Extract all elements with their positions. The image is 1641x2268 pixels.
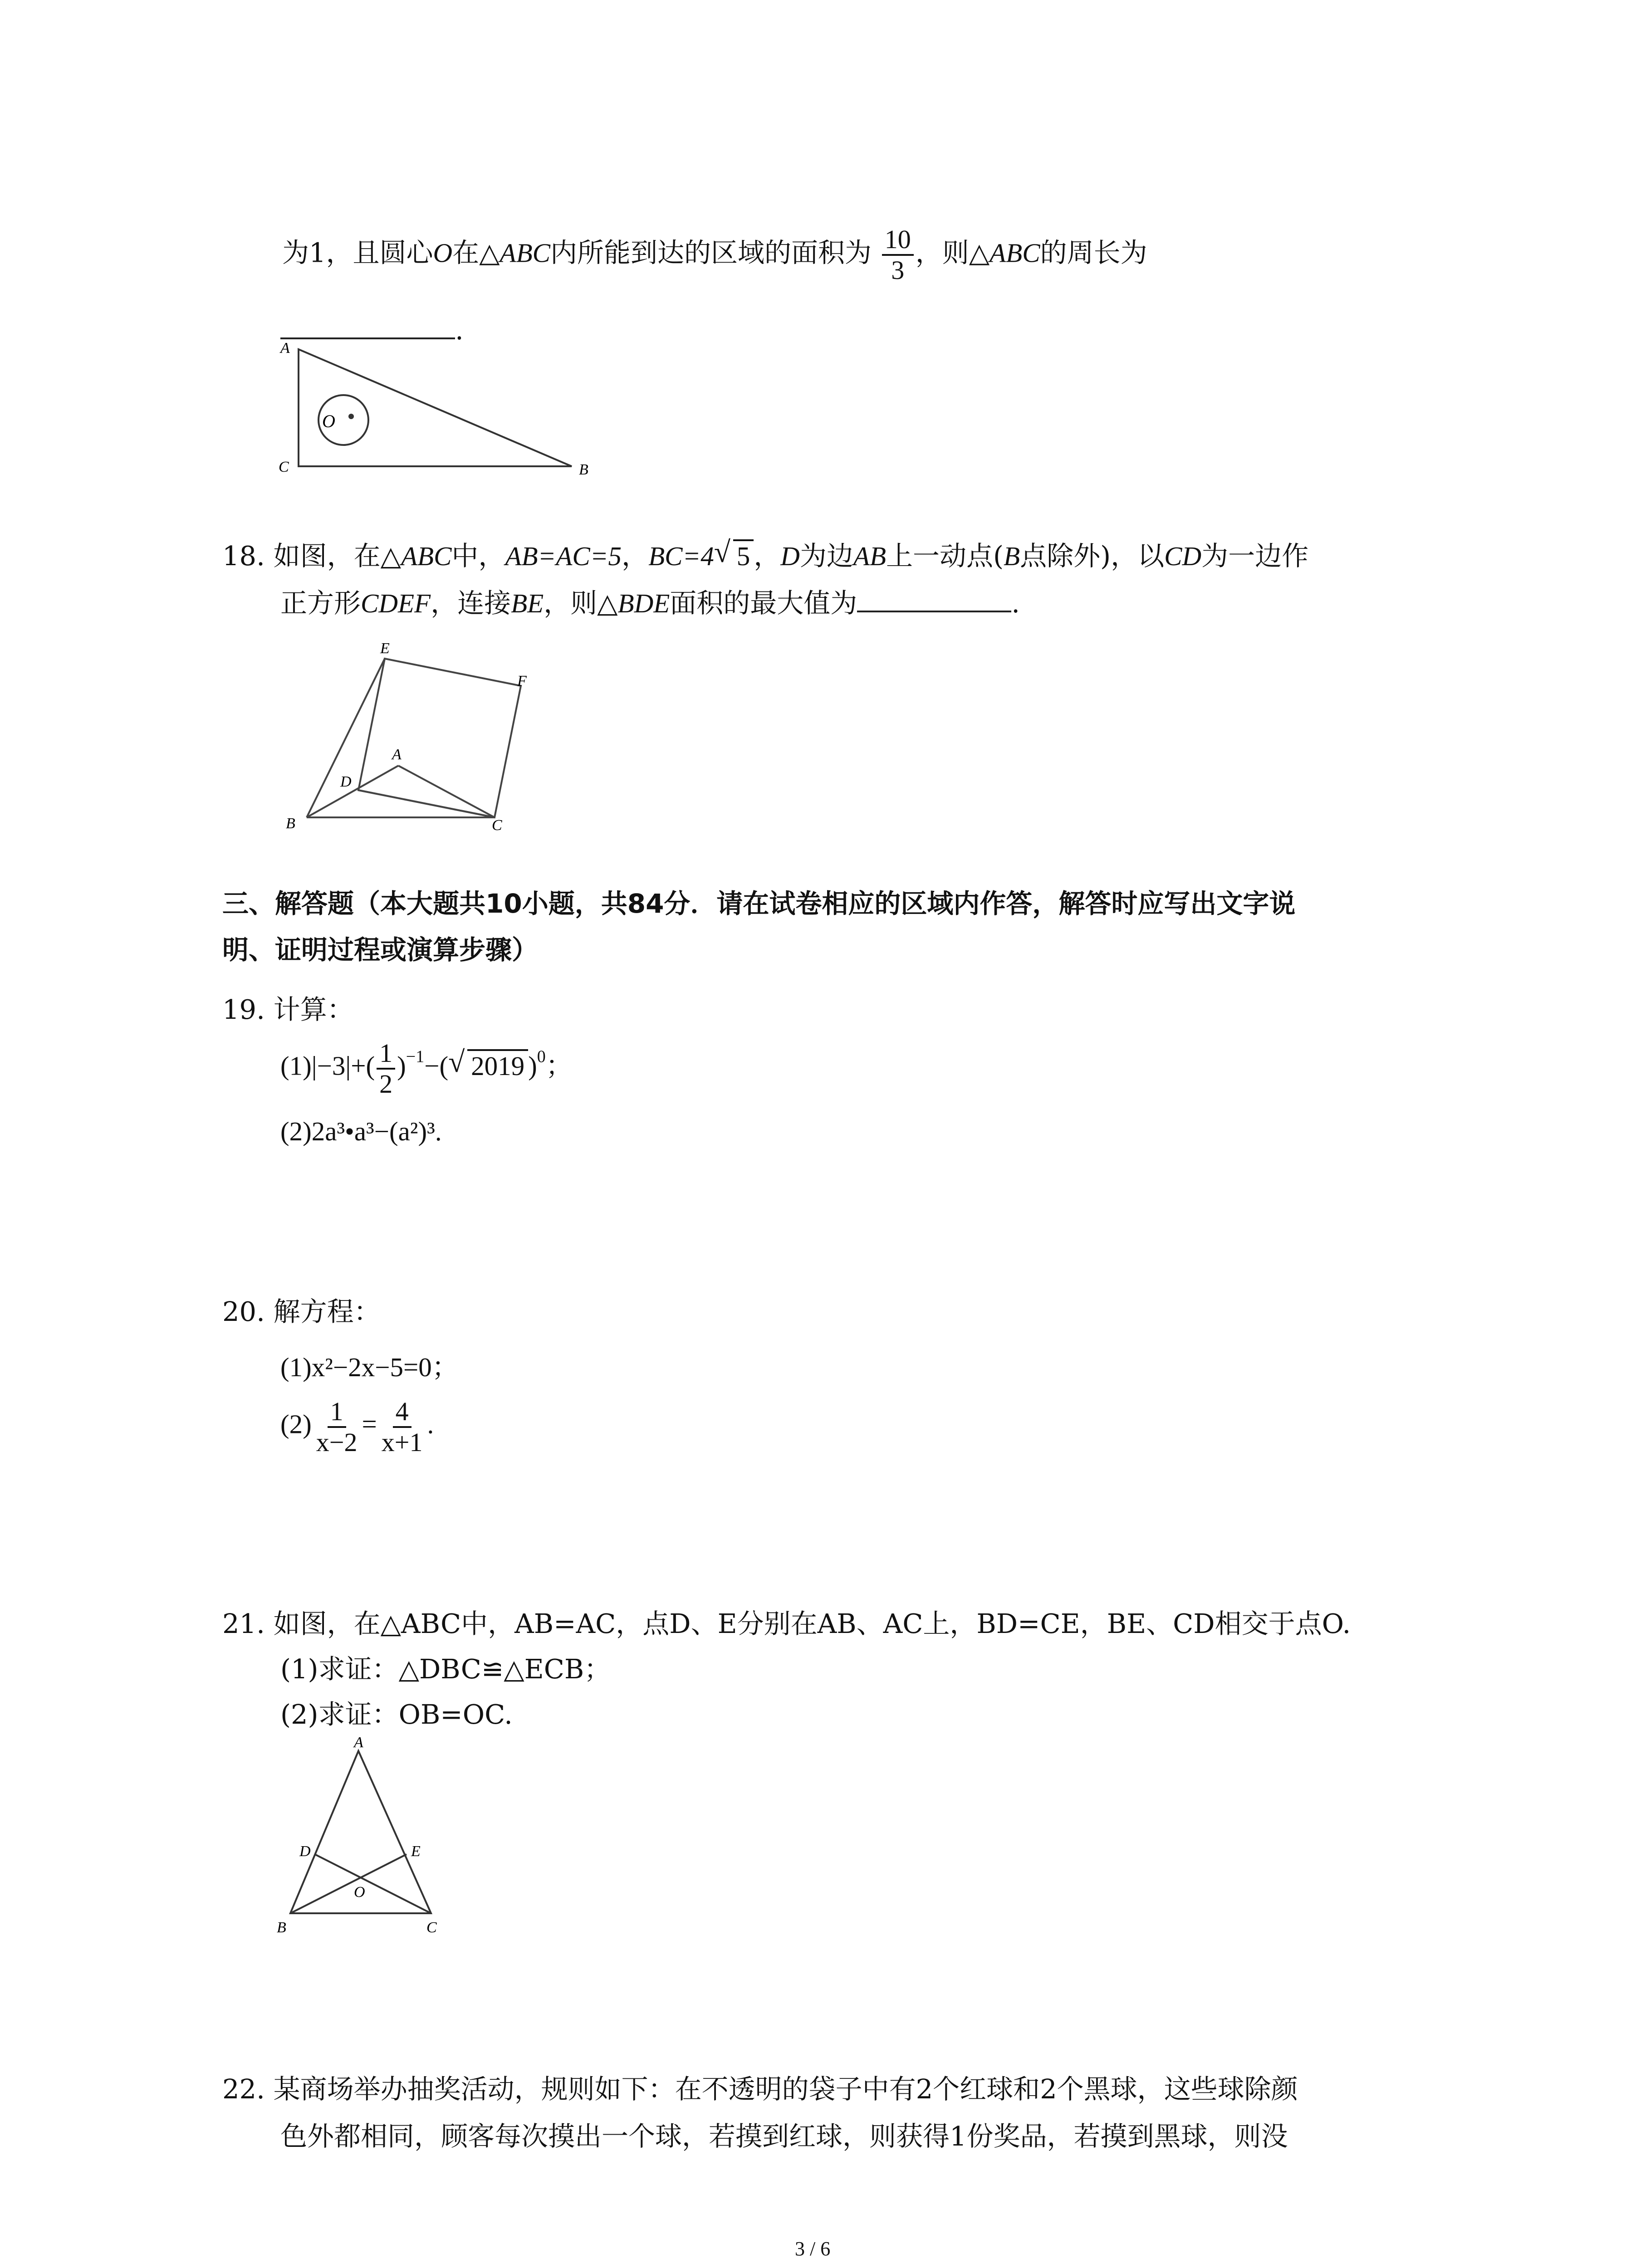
- segment-ba: [307, 766, 398, 817]
- fraction-numerator: 4: [393, 1397, 411, 1428]
- fraction-numerator: 1: [328, 1397, 346, 1428]
- label-c: C: [279, 459, 289, 475]
- label-a: A: [280, 340, 290, 357]
- segment-be: [290, 1854, 407, 1913]
- expr-text: −(: [424, 1051, 449, 1081]
- q18-line1: [222, 538, 1308, 574]
- section-heading-line2: 明、证明过程或演算步骤）: [222, 934, 539, 965]
- q18-var: B: [1004, 541, 1020, 571]
- square-cdef: [358, 659, 521, 817]
- label-o: O: [354, 1884, 365, 1901]
- center-point: [348, 414, 354, 419]
- q18-var: D: [780, 541, 800, 571]
- label-b: B: [579, 461, 588, 478]
- q19-part1: (1)|−3|+( $\frac{1}{2}$ )$^{-1}$−( √ 2019 )$^0$；: [280, 1038, 573, 1099]
- q18-text: 面积的最大值为: [670, 587, 857, 619]
- answer-blank: [280, 312, 455, 339]
- triangle-abc: [299, 349, 572, 466]
- q17-fraction: [882, 225, 914, 285]
- q18-text: ，则△: [544, 587, 618, 619]
- label-b: B: [277, 1919, 286, 1936]
- q18-text: ，: [754, 540, 781, 572]
- q18-line2: [280, 585, 1020, 621]
- label-d: D: [340, 773, 352, 790]
- expr-text: (2): [280, 1409, 312, 1439]
- answer-blank: [857, 585, 1011, 612]
- q18-text: 为一边作: [1201, 540, 1309, 572]
- q18-var: BE: [511, 588, 544, 618]
- segment-ac: [398, 766, 495, 817]
- fraction: [314, 1397, 360, 1457]
- segment-cd: [315, 1854, 431, 1913]
- q18-cond: AB=AC=5: [505, 541, 622, 571]
- expr-text: (1)|−3|+(: [280, 1051, 375, 1081]
- sqrt-expression: [448, 1045, 528, 1084]
- q20-title: 20. 解方程：: [222, 1296, 381, 1327]
- q17-text: 在△: [452, 237, 500, 269]
- q18-var: BDE: [617, 588, 670, 618]
- q18-figure: [272, 631, 554, 839]
- radicand: 2019: [467, 1049, 528, 1081]
- label-b: B: [286, 815, 295, 832]
- fraction-denominator: 2: [379, 1069, 393, 1099]
- q17-text: ，则△: [915, 237, 990, 269]
- q22-line2: 色外都相同，顾客每次摸出一个球，若摸到红球，则获得1份奖品，若摸到黑球，则没: [280, 2121, 1288, 2152]
- q17-var-abc: ABC: [500, 238, 550, 268]
- sqrt-expression: [714, 538, 754, 574]
- q18-text: 如图，在△: [273, 540, 401, 572]
- fraction: [379, 1397, 426, 1457]
- fraction-denominator: x−2: [316, 1427, 358, 1457]
- expr-text: .: [427, 1409, 434, 1439]
- q19-part2: (2)2a³•a³−(a²)³.: [280, 1116, 442, 1146]
- q17-text: 内所能到达的区域的面积为: [550, 237, 872, 269]
- page-number: 3 / 6: [795, 2238, 831, 2260]
- expr-text: ；: [545, 1051, 573, 1081]
- label-e: E: [380, 640, 390, 657]
- radicand: 5: [733, 539, 754, 571]
- segment-dc: [358, 790, 495, 817]
- q17-line1: [282, 225, 1147, 285]
- expr-text: =: [362, 1409, 377, 1439]
- q20-part2: [280, 1397, 434, 1457]
- sqrt-icon: √: [714, 536, 731, 569]
- exponent: 0: [537, 1047, 546, 1066]
- q17-period: .: [455, 314, 464, 346]
- q18-text: ，连接: [431, 587, 511, 619]
- q18-text: 为边: [799, 540, 853, 572]
- q18-var: CD: [1164, 541, 1202, 571]
- section-heading-line1: 三、解答题（本大题共10小题，共84分．请在试卷相应的区域内作答，解答时应写出文字说: [222, 888, 1296, 919]
- q18-var: AB: [853, 541, 887, 571]
- q20-part1: (1)x²−2x−5=0；: [280, 1352, 459, 1382]
- question-number: 18.: [222, 540, 265, 572]
- q18-var: ABC: [401, 541, 452, 571]
- fraction-numerator: 1: [377, 1039, 395, 1070]
- q18-text: 中，: [451, 540, 505, 572]
- q19-title: 19. 计算：: [222, 994, 354, 1025]
- q18-cond: BC=4: [648, 541, 714, 571]
- label-e: E: [411, 1843, 421, 1860]
- label-a: A: [392, 746, 402, 763]
- q17-var-o: O: [433, 238, 453, 268]
- fraction-denominator: 3: [891, 255, 905, 285]
- q21-part1: (1)求证：△DBC≌△ECB；: [280, 1653, 611, 1685]
- q21-part2: (2)求证：OB=OC.: [280, 1699, 513, 1730]
- exponent: −1: [406, 1047, 425, 1066]
- q18-text: ，: [622, 540, 649, 572]
- q18-var: CDEF: [361, 588, 431, 618]
- sqrt-icon: √: [448, 1045, 465, 1079]
- fraction-denominator: x+1: [381, 1427, 423, 1457]
- q21-figure: [268, 1737, 458, 1941]
- label-o: O: [322, 411, 335, 431]
- q17-var-abc: ABC: [989, 238, 1040, 268]
- q21-line1: 21. 如图，在△ABC中，AB=AC，点D、E分别在AB、AC上，BD=CE，BE、CD相交于点O.: [222, 1608, 1351, 1639]
- q18-text: 正方形: [280, 587, 361, 619]
- label-f: F: [517, 673, 527, 689]
- q18-period: .: [1011, 587, 1020, 619]
- fraction-numerator: 10: [882, 225, 914, 256]
- q17-text: 的周长为: [1040, 237, 1147, 269]
- label-c: C: [492, 817, 502, 834]
- label-c: C: [426, 1919, 437, 1936]
- q17-text: 为1，且圆心: [282, 237, 433, 269]
- q18-text: 上一动点(: [886, 540, 1004, 572]
- label-d: D: [299, 1843, 311, 1860]
- fraction: [377, 1039, 395, 1099]
- q18-text: 点除外)，以: [1020, 540, 1165, 572]
- q17-figure: [272, 336, 599, 485]
- q22-line1: 22. 某商场举办抽奖活动，规则如下：在不透明的袋子中有2个红球和2个黑球，这些球除颜: [222, 2073, 1298, 2105]
- label-a: A: [354, 1737, 363, 1751]
